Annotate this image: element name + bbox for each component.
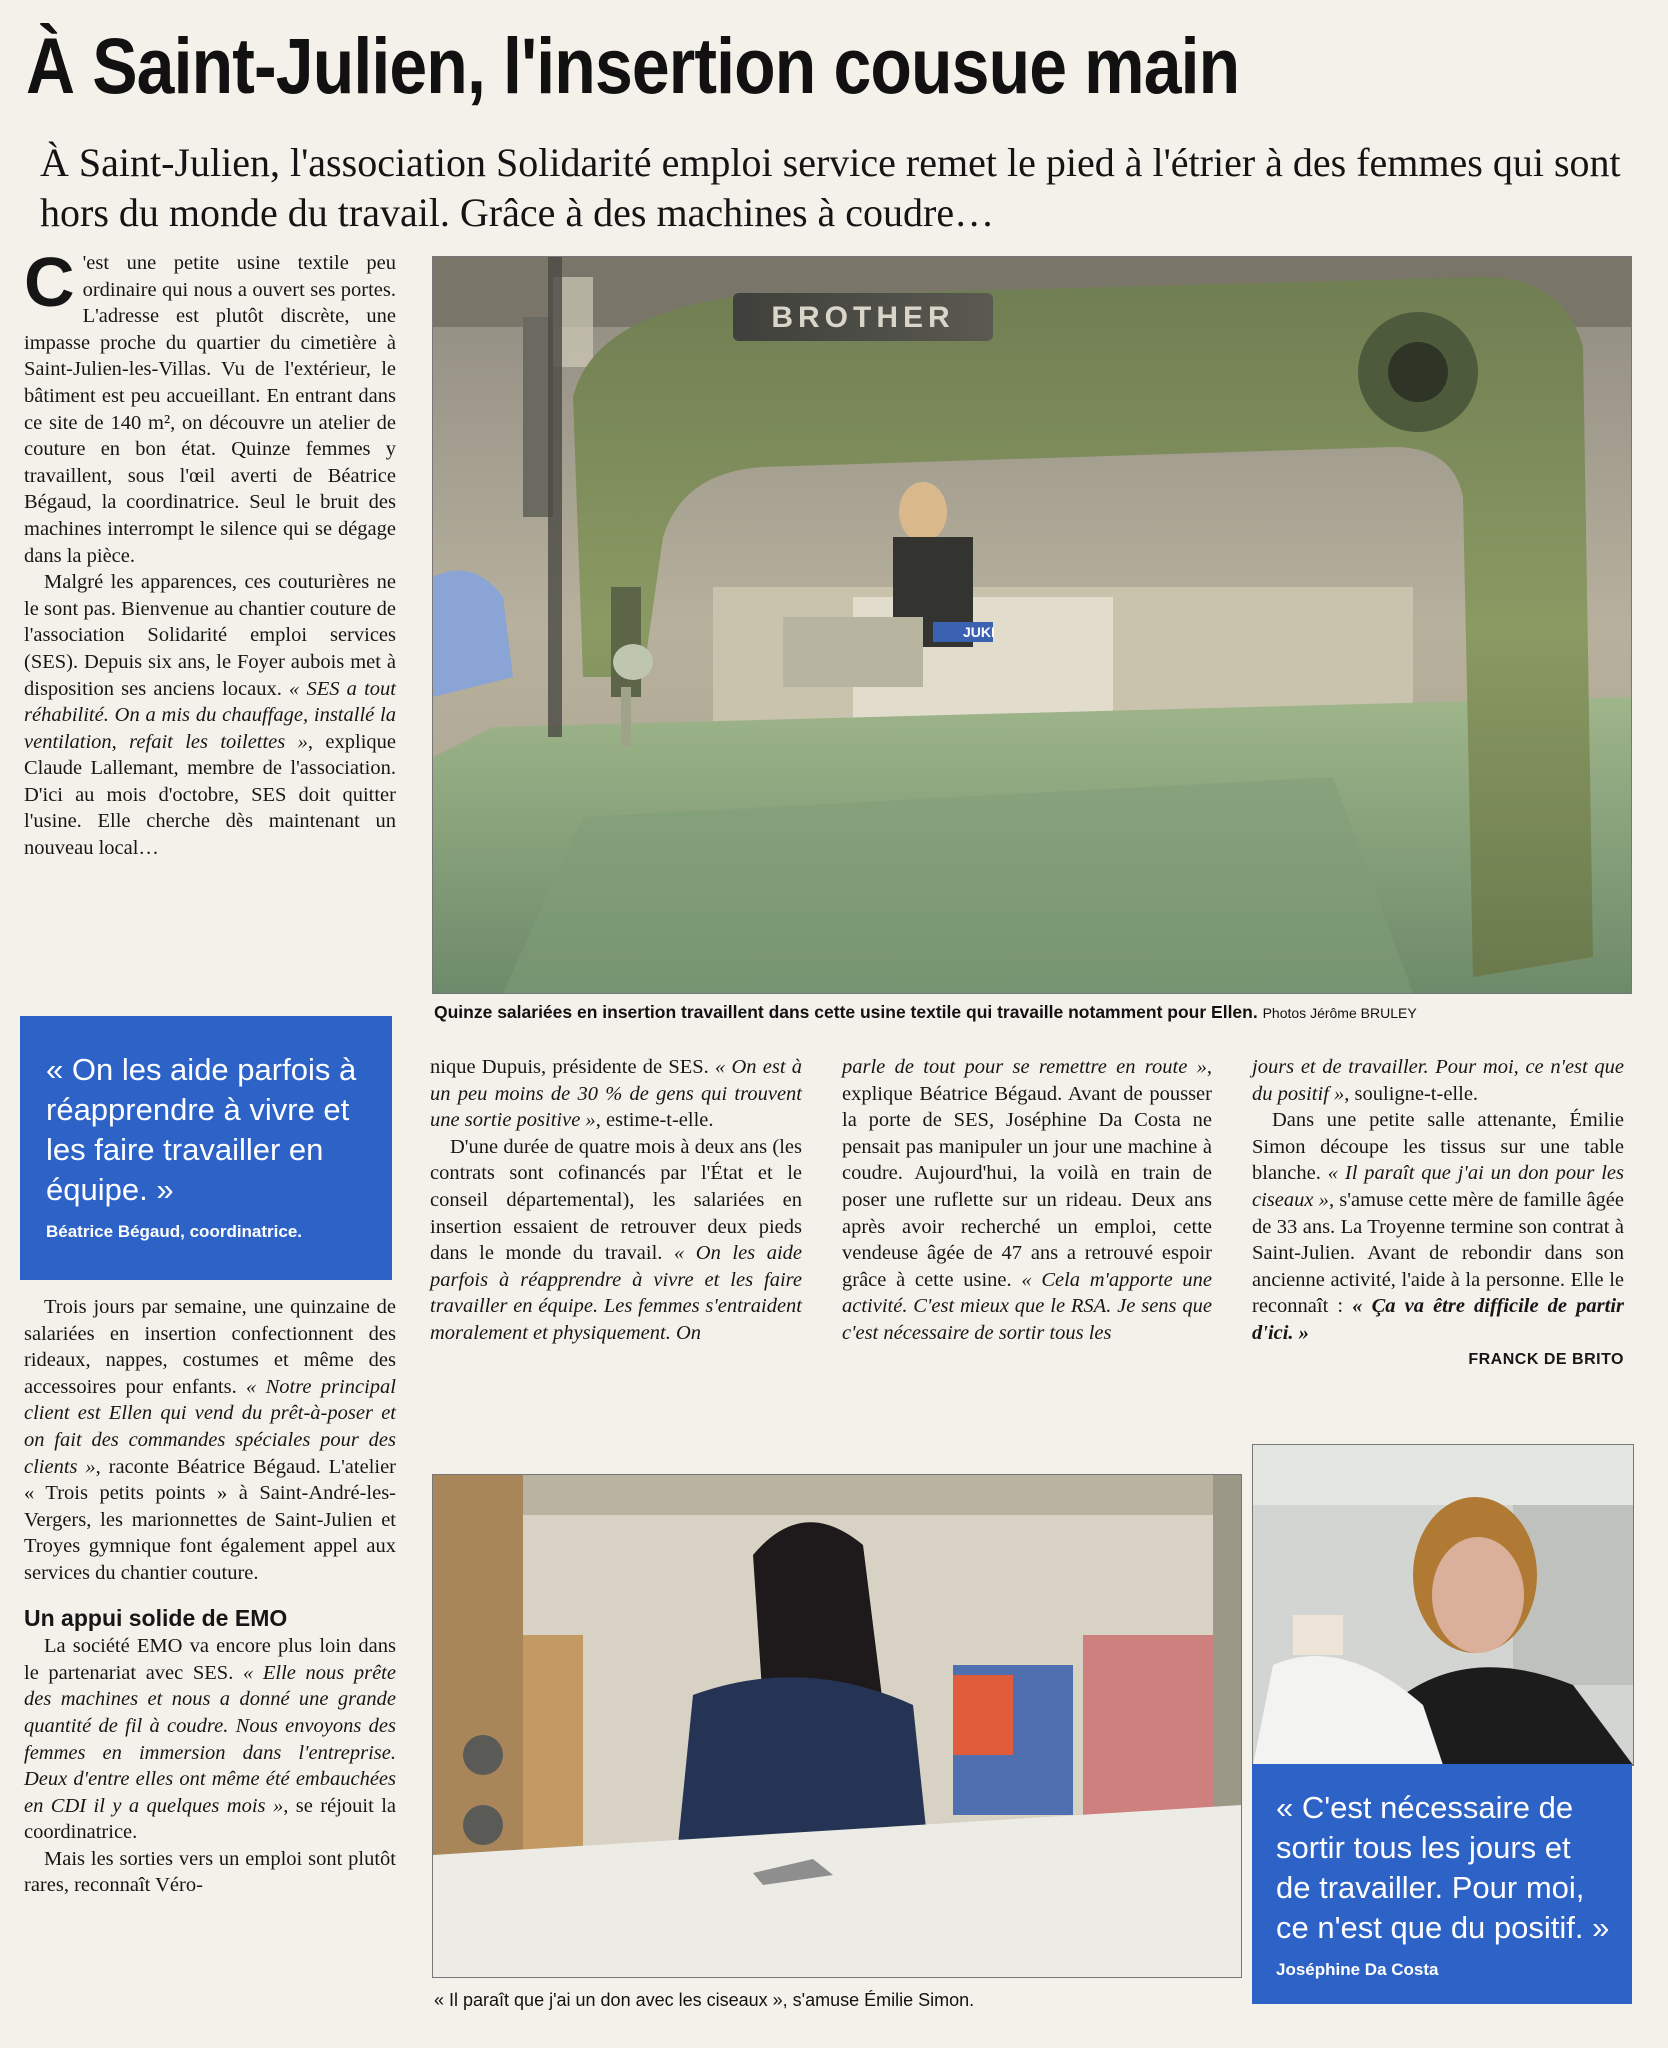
lead-paragraph: À Saint-Julien, l'association Solidarité emploi service remet le pied à l'étrier à des femmes qui sont hors du monde du travail. Grâce à des machines à coudre… bbox=[40, 140, 1621, 235]
column-3 bbox=[842, 1054, 1212, 1347]
photo-cutting-caption: « Il paraît que j'ai un don avec les ciseaux », s'amuse Émilie Simon. bbox=[434, 1990, 975, 2010]
pull-quote-2-author: Joséphine Da Costa bbox=[1276, 1960, 1439, 1979]
dropcap: C bbox=[24, 243, 75, 321]
author-signature: FRANCK DE BRITO bbox=[1468, 1350, 1624, 1368]
paragraph-1: C 'est une petite usine textile peu ordinaire qui nous a ouvert ses portes. L'adresse est plutôt discrète, une impasse proche du quartier du cimetière à Saint-Julien-les-Villas. Vu de l'extérieur, le bâtiment est peu accueillant. En entrant dans ce site de 140 m², on découvre un atelier de couture en bon état. Quinze femmes y travaillent, sous l'œil averti de Béatrice Bégaud, la coordinatrice. Seul le bruit des machines interrompt le silence qui se dégage dans la pièce. bbox=[24, 243, 396, 567]
headline: À Saint-Julien, l'insertion cousue main bbox=[26, 21, 1240, 110]
sewing-machine-image bbox=[433, 257, 1631, 993]
pull-quote-1-text: « On les aide parfois à réapprendre à vivre et les faire travailler en équipe. » bbox=[46, 1052, 357, 1207]
portrait-image bbox=[1253, 1445, 1633, 1765]
paragraph-4: La société EMO va encore plus loin dans le partenariat avec SES. « Elle nous prête des machines et nous a donné une grande quantité de fil à coudre. Nous envoyons des femmes en immersion dans l'entreprise. Deux d'entre elles ont même été embauchées en CDI il y a quelques mois », se réjouit la coordinatrice. bbox=[24, 1635, 396, 1844]
col2-paragraph-1: nique Dupuis, présidente de SES. « On est à un peu moins de 30 % de gens qui trouvent une sortie positive », estime-t-elle. bbox=[430, 1056, 802, 1132]
photo-credit: Photos Jérôme BRULEY bbox=[1262, 1005, 1417, 1021]
paragraph-5: Mais les sorties vers un emploi sont plutôt rares, reconnaît Véro- bbox=[24, 1847, 396, 1897]
pull-quote-1 bbox=[20, 1016, 392, 1280]
photo-fabric-cutting bbox=[432, 1474, 1242, 1978]
col4-paragraph-2: Dans une petite salle attenante, Émilie Simon découpe les tissus sur une table blanche. « Il paraît que j'ai un don pour les ciseaux », s'amuse cette mère de famille âgée de 33 ans. La Troyenne termine son contrat à Saint-Julien. Avant de rebondir dans son ancienne activité, l'aide à la personne. Elle le reconnaît : « Ça va être difficile de partir d'ici. » bbox=[1252, 1109, 1625, 1344]
column-1-bottom bbox=[24, 1294, 396, 1899]
pull-quote-1-author: Béatrice Bégaud, coordinatrice. bbox=[46, 1222, 303, 1241]
column-4 bbox=[1252, 1054, 1624, 1373]
col4-paragraph-1: jours et de travailler. Pour moi, ce n'est que du positif », souligne-t-elle. bbox=[1252, 1056, 1624, 1105]
paragraph-2: Malgré les apparences, ces couturières ne le sont pas. Bienvenue au chantier couture de l'association Solidarité emploi services (SES). Depuis six ans, le Foyer aubois met à disposition ses anciens locaux. « SES a tout réhabilité. On a mis du chauffage, installé la ventilation, refait les toilettes », explique Claude Lallemant, membre de l'association. D'ici au mois d'octobre, SES doit quitter l'usine. Elle cherche dès maintenant un nouveau local… bbox=[24, 571, 397, 860]
brand-label: BROTHER bbox=[771, 301, 955, 334]
column-1-top bbox=[24, 243, 397, 862]
fabric-cutting-image bbox=[433, 1475, 1241, 1977]
photo-main-caption: Quinze salariées en insertion travaillent dans cette usine textile qui travaille notamment pour Ellen. Photos Jérôme BRULEY bbox=[434, 1002, 1417, 1022]
photo-sewing-machine bbox=[432, 256, 1632, 994]
juki-label: JUKI bbox=[963, 624, 995, 640]
pull-quote-2 bbox=[1252, 1764, 1632, 2004]
col3-paragraph-1: parle de tout pour se remettre en route », explique Béatrice Bégaud. Avant de pousser la porte de SES, Joséphine Da Costa ne pensait pas manipuler un jour une machine à coudre. Aujourd'hui, la voilà en train de poser une ruflette sur un rideau. Deux ans après avoir recherché un emploi, cette vendeuse âgée de 47 ans a retrouvé espoir grâce à cette usine. « Cela m'apporte une activité. C'est mieux que le RSA. Je sens que c'est nécessaire de sortir tous les bbox=[842, 1056, 1213, 1344]
photo-portrait bbox=[1252, 1444, 1634, 1766]
col2-paragraph-2: D'une durée de quatre mois à deux ans (les contrats sont cofinancés par l'État et le conseil départemental), les salariées en insertion essaient de retrouver deux pieds dans le monde du travail. « On les aide parfois à réapprendre à vivre et les faire travailler en équipe. Les femmes s'entraident moralement et physiquement. On bbox=[430, 1135, 802, 1344]
pull-quote-2-text: « C'est nécessaire de sortir tous les jours et de travailler. Pour moi, ce n'est que du positif. » bbox=[1276, 1790, 1610, 1945]
paragraph-3: Trois jours par semaine, une quinzaine de salariées en insertion confectionnent des rideaux, nappes, costumes et même des accessoires pour enfants. « Notre principal client est Ellen qui vend du prêt-à-poser et on fait des commandes spéciales pour des clients », raconte Béatrice Bégaud. L'atelier « Trois petits points » à Saint-André-les-Vergers, les marionnettes de Saint-Julien et Troyes gymnique font également appel aux services du chantier couture. bbox=[24, 1296, 397, 1584]
subheading-emo: Un appui solide de EMO bbox=[24, 1604, 288, 1631]
column-2 bbox=[430, 1054, 802, 1347]
